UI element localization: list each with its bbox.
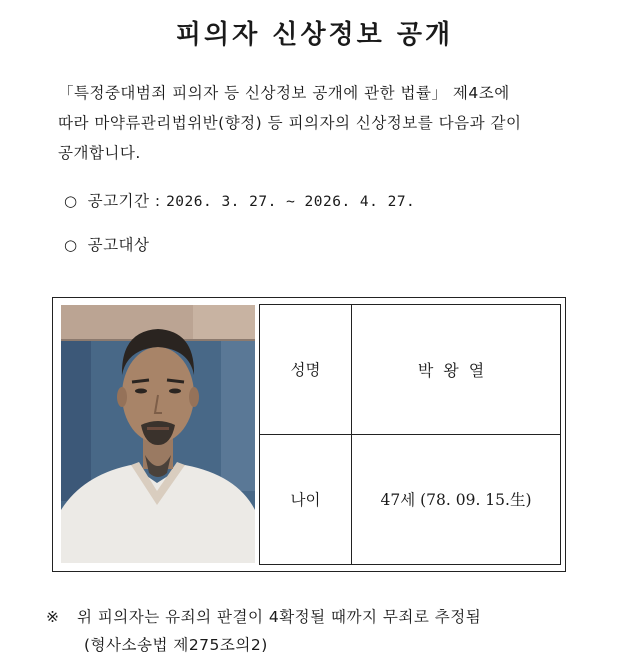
intro-line-2: 따라 마약류관리법위반(향정) 등 피의자의 신상정보를 다음과 같이	[58, 114, 522, 132]
period-row	[64, 189, 415, 211]
name-value: 박왕열	[352, 305, 560, 435]
target-row	[64, 233, 150, 255]
intro-line-3: 공개합니다.	[58, 144, 141, 162]
document-title: 피의자 신상정보 공개	[175, 20, 454, 50]
target-label: 공고대상	[87, 236, 150, 254]
period-value: 2026. 3. 27. ~ 2026. 4. 27.	[166, 194, 416, 210]
notice-mark-icon: ※	[46, 608, 60, 626]
notice-legal-reference: (형사소송법 제275조의2)	[84, 636, 268, 654]
suspect-photo-image	[61, 305, 255, 563]
suspect-photo	[61, 305, 255, 563]
age-label: 나이	[260, 435, 352, 565]
intro-paragraph	[58, 78, 578, 168]
circle-bullet-icon: ○	[64, 236, 78, 254]
presumption-notice	[46, 605, 481, 627]
info-table	[259, 304, 561, 565]
name-label: 성명	[260, 305, 352, 435]
notice-text: 위 피의자는 유죄의 판결이 4확정될 때까지 무죄로 추정됨	[76, 608, 482, 626]
circle-bullet-icon: ○	[64, 192, 78, 210]
age-value: 47세 (78. 09. 15.生)	[380, 491, 532, 510]
suspect-info-card	[52, 297, 566, 572]
period-label: 공고기간 :	[87, 192, 161, 210]
intro-line-1: 「특정중대범죄 피의자 등 신상정보 공개에 관한 법률」 제4조에	[58, 84, 510, 102]
